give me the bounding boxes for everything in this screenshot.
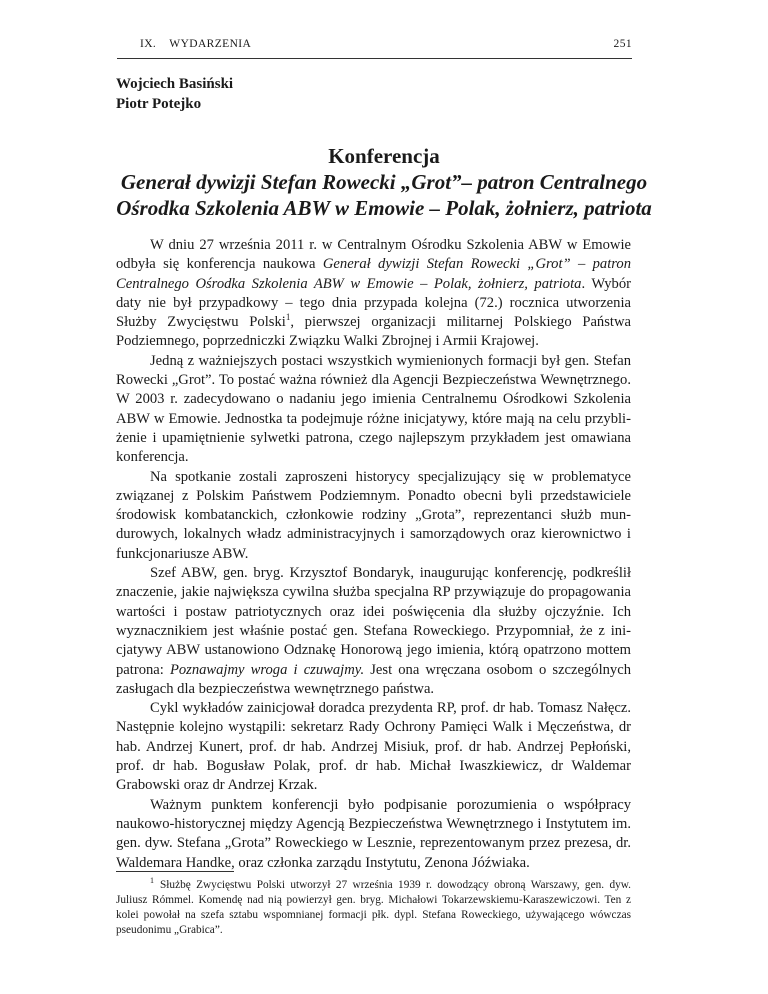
paragraph [116,564,631,699]
author-name: Piotr Potejko [116,96,202,112]
title-subtitle-line: Ośrodka Szkolenia ABW w Emowie – Polak, żołnierz, patriota [116,196,652,220]
motto-italic: Poznawajmy wroga i czuwajmy. [169,661,365,678]
paragraph-text: W dniu 27 września 2011 r. w Centralnym Ośrodku Szkolenia ABW w Emowie odbyła się konferencja naukowa [116,237,631,273]
article-title [100,143,668,221]
author-name: Wojciech Basiński [116,76,234,92]
paragraph-text: . Wybór daty nie był przypadkowy – tego dnia przypada kolejna (72.) rocznica utworzenia Służby Zwycięstwu Polski [116,275,631,331]
title-subtitle-line: Generał dywizji Stefan Rowecki „Grot”– patron Centralnego [120,170,648,194]
title-main: Konferencja [328,144,440,168]
paragraph-text: Szef ABW, gen. bryg. Krzysztof Bondaryk, inaugurując konferencję, podkreślił znaczenie, jakie największa cywilna służba specjalna RP przywiązuje do propagowania wartości i postaw patriotycznych oraz idei poświęcenia dla służby ojczyźnie. Ich wyznacznikiem jest właśnie postać gen. Stefana Roweckiego. Przypomniał, że z inicjatywy ABW ustanowiono Odznakę Honorową jego imienia, którą opatrzono mottem patrona: [116,565,631,678]
paragraph: Ważnym punktem konferencji było podpisanie porozumienia o współpracy naukowo-historycznej między Agencją Bezpieczeństwa Wewnętrznego i Instytutem im. gen. dyw. Stefana „Grota” Roweckiego w Lesznie, reprezentowanym przez prezesa, dr. Waldemara Handke, oraz członka zarządu Instytutu, Zenona Jóźwiaka. [116,796,631,871]
section-header: IX. WYDARZENIA [140,38,252,50]
paragraph: Cykl wykładów zainicjował doradca prezydenta RP, prof. dr hab. Tomasz Nałęcz. Następnie kolejno wystąpili: sekretarz Rady Ochrony Pamięci Walk i Męczeństwa, dr hab. Andrzej Kunert, prof. dr hab. Andrzej Misiuk, prof. dr hab. Andrzej Pepłoński, prof. dr hab. Bogusław Polak, prof. dr hab. Michał Iwaszkiewicz, dr Waldemar Grabowski oraz dr Andrzej Krzak. [116,700,631,794]
footnote [116,878,631,938]
article-body [116,236,631,873]
page-number: 251 [613,38,632,50]
author-list [116,74,233,114]
paragraph: Na spotkanie zostali zaproszeni historycy specjalizujący się w problematyce związanej z Polskim Państwem Podziemnym. Ponadto obecni byli przedstawiciele środowisk kombatanckich, członkowie rodziny „Grota”, reprezentanci służb mundurowych, lokalnych władz administracyjnych i samorządowych oraz kierownictwo i funkcjonariusze ABW. [116,468,631,562]
paragraph-text: Jest ona wręczana osobom o szczególnych zasługach dla bezpieczeństwa wewnętrznego państwa. [116,661,631,697]
paragraph: Jedną z ważniejszych postaci wszystkich wymienionych formacji był gen. Stefan Rowecki „Grot”. To postać ważna również dla Agencji Bezpieczeństwa Wewnętrznego. W 2003 r. zadecydowano o nadaniu jego imienia Centralnemu Ośrodkowi Szkolenia ABW w Emowie. Jednostka ta podejmuje różne inicjatywy, które mają na celu przybliżenie i upamiętnienie sylwetki patrona, czego najlepszym przykładem jest omawiana konferencja. [116,352,631,466]
paragraph [116,236,631,352]
conference-title-italic: Generał dywizji Stefan Rowecki „Grot” – patron Centralnego Ośrodka Szkolenia ABW w Emowie – Polak, żołnierz, patriota [116,256,632,292]
footnote-number: 1 [150,876,154,886]
footnote-rule [116,871,234,872]
running-head [140,38,632,50]
paragraph-text: , pierwszej organizacji militarnej Polskiego Państwa Podziemnego, poprzedniczki Związku Walki Zbrojnej i Armii Krajowej. [116,314,631,350]
header-rule [117,58,632,59]
footnote-paragraph [116,878,631,938]
footnote-reference[interactable]: 1 [285,312,291,323]
footnote-text: Służbę Zwycięstwu Polski utworzył 27 września 1939 r. dowodzący obroną Warszawy, gen. dyw. Juliusz Rómmel. Komendę nad nią powierzył gen. bryg. Michałowi Tokarzewskiemu-Karaszewiczowi. Ten z kolei powołał na szefa sztabu wspomnianej formacji płk. dypl. Stefana Roweckiego, używającego wówczas pseudonimu „Grabica”. [116,879,631,936]
